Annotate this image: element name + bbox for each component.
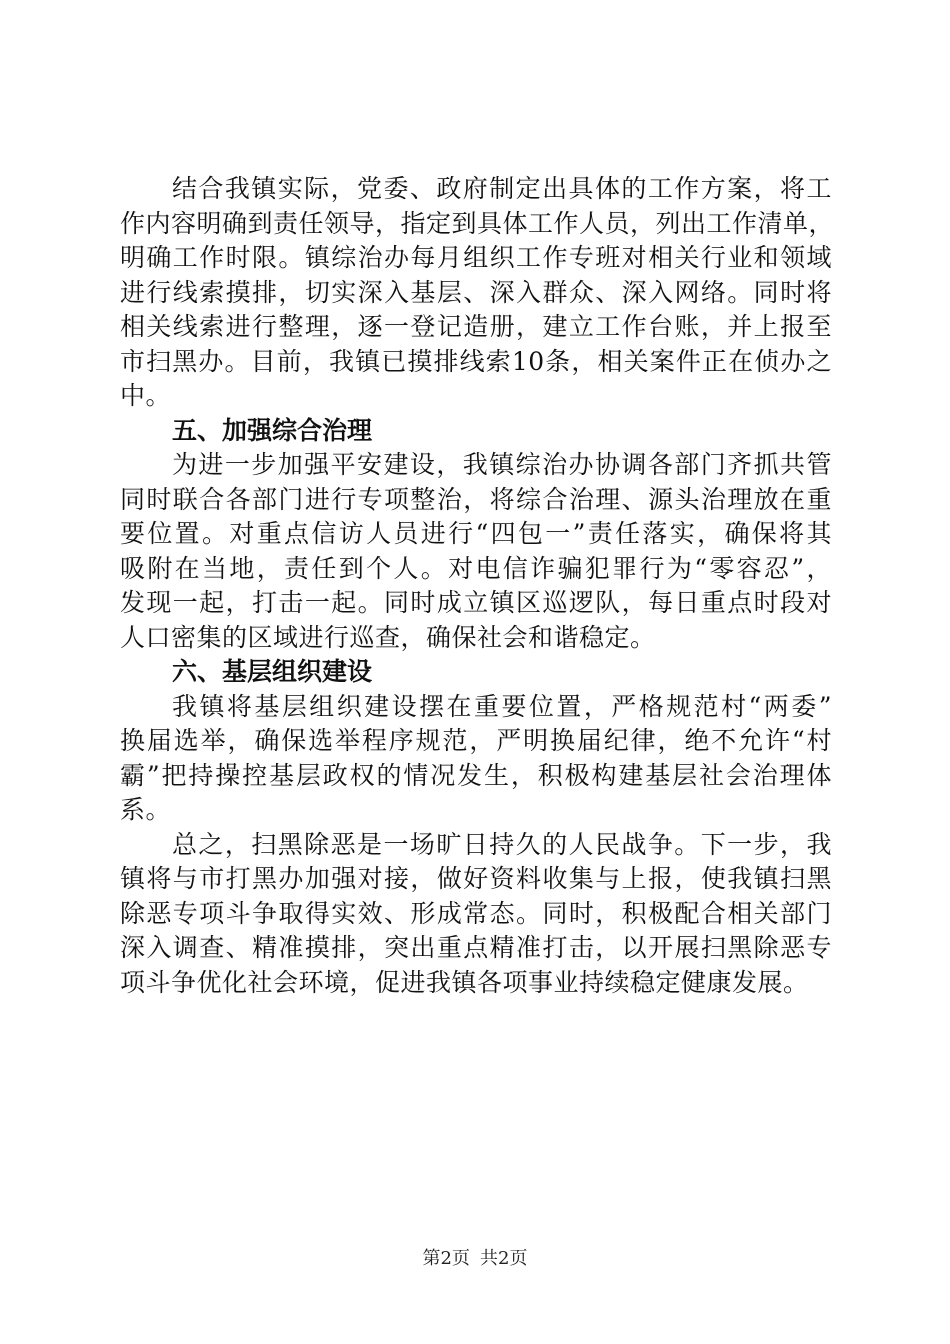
paragraph-line: 换届选举，确保选举程序规范，严明换届纪律，绝不允许“村	[120, 726, 832, 755]
page-footer	[0, 1244, 950, 1270]
paragraph-line: 中。	[120, 381, 172, 410]
paragraph-line: 发现一起，打击一起。同时成立镇区巡逻队，每日重点时段对	[120, 588, 832, 617]
paragraph-line: 霸”把持操控基层政权的情况发生，积极构建基层社会治理体	[120, 760, 832, 790]
paragraph-line: 作内容明确到责任领导，指定到具体工作人员，列出工作清单，	[120, 208, 835, 238]
paragraph-work-plan	[120, 172, 835, 414]
paragraph-line: 人口密集的区域进行巡查，确保社会和谐稳定。	[120, 622, 656, 652]
paragraph-line: 深入调查、精准摸排，突出重点精准打击，以开展扫黑除恶专	[120, 933, 832, 962]
paragraph-line: 市扫黑办。目前，我镇已摸排线索10条，相关案件正在侦办之	[120, 346, 832, 376]
paragraph-line: 结合我镇实际，党委、政府制定出具体的工作方案，将工	[172, 174, 832, 203]
paragraph-line: 同时联合各部门进行专项整治，将综合治理、源头治理放在重	[120, 484, 832, 514]
paragraph-line: 总之，扫黑除恶是一场旷日持久的人民战争。下一步，我	[172, 829, 832, 859]
page-total: 共2页	[480, 1248, 528, 1269]
paragraph-line: 明确工作时限。镇综治办每月组织工作专班对相关行业和领域	[120, 243, 832, 272]
paragraph-line: 项斗争优化社会环境，促进我镇各项事业持续稳定健康发展。	[120, 967, 809, 997]
paragraph-line: 相关线索进行整理，逐一登记造册，建立工作台账，并上报至	[120, 312, 832, 341]
paragraph-line: 要位置。对重点信访人员进行“四包一”责任落实，确保将其	[120, 519, 832, 548]
paragraph-line: 镇将与市打黑办加强对接，做好资料收集与上报，使我镇扫黑	[120, 864, 832, 893]
paragraph-line: 我镇将基层组织建设摆在重要位置，严格规范村“两委”	[172, 691, 832, 721]
paragraph-line: 系。	[120, 795, 172, 824]
paragraph-line: 除恶专项斗争取得实效、形成常态。同时，积极配合相关部门	[120, 898, 832, 928]
page-number: 第2页	[422, 1248, 470, 1269]
section-heading-6: 六、基层组织建设	[172, 657, 373, 686]
paragraph-line: 为进一步加强平安建设，我镇综治办协调各部门齐抓共管	[172, 450, 832, 479]
document-body	[120, 172, 835, 1000]
paragraph-comprehensive-governance	[120, 448, 832, 655]
section-heading-5: 五、加强综合治理	[172, 415, 373, 445]
paragraph-line: 吸附在当地，责任到个人。对电信诈骗犯罪行为“零容忍”，	[120, 553, 832, 583]
paragraph-conclusion	[120, 828, 832, 1001]
paragraph-grassroots-organization	[120, 690, 832, 828]
paragraph-line: 进行线索摸排，切实深入基层、深入群众、深入网络。同时将	[120, 277, 832, 307]
